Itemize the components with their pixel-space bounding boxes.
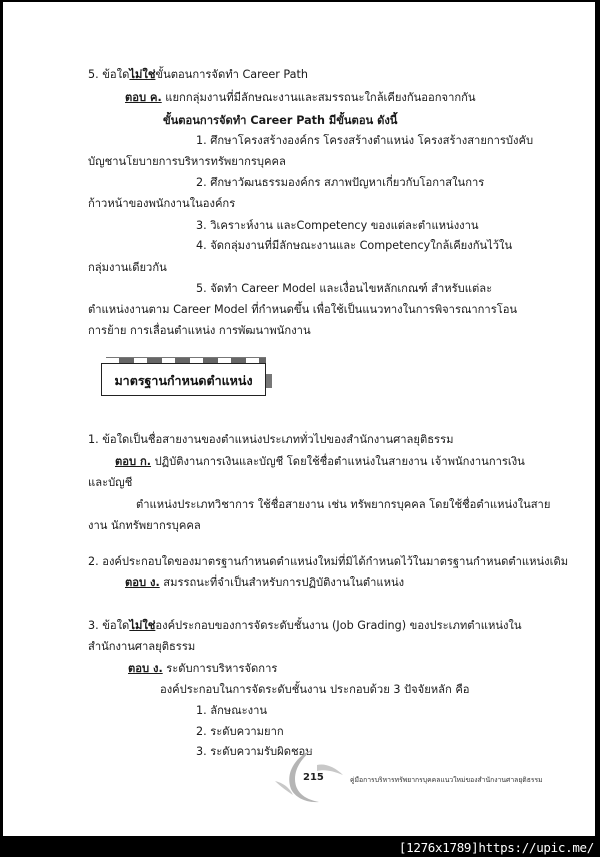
factor-3: 3. ระดับความรับผิดชอบ (196, 745, 313, 758)
section-title: มาตรฐานกำหนดตำแหน่ง (114, 373, 253, 388)
step-1: 1. ศึกษาโครงสร้างองค์กร โครงสร้างตำแหน่ง โครงสร้างสายการบังคับ (196, 134, 534, 147)
question-suffix: องค์ประกอบของการจัดระดับชั้นงาน (Job Grading) ของประเภทตำแหน่งใน (155, 619, 522, 632)
answer-label: ตอบ ง. (128, 662, 163, 675)
question-number: 5. (88, 68, 99, 81)
step-2: 2. ศึกษาวัฒนธรรมองค์กร สภาพปัญหาเกี่ยวกับโอกาสในการ (196, 176, 485, 189)
answer-text: สมรรถนะที่จำเป็นสำหรับการปฏิบัติงานในตำแหน่ง (159, 576, 405, 589)
step-3: 3. วิเคราะห์งาน และCompetency ของแต่ละตำแหน่งงาน (196, 219, 479, 232)
page-number: 215 (303, 772, 324, 783)
question-2: 2. องค์ประกอบใดของมาตรฐานกำหนดตำแหน่งใหม่ที่มิได้กำหนดไว้ในมาตรฐานกำหนดตำแหน่งเดิม (88, 555, 569, 568)
factor-2: 2. ระดับความยาก (196, 725, 284, 738)
question-3 (88, 618, 522, 634)
document-page (3, 2, 595, 836)
steps-heading: ขั้นตอนการจัดทำ Career Path มีขั้นตอน ดังนี้ (163, 114, 398, 127)
book-title: คู่มือการบริหารทรัพยากรบุคคลแนวใหม่ของสำนักงานศาลยุติธรรม (350, 776, 543, 784)
career-path-answer (125, 90, 476, 106)
image-watermark: [1276x1789]https://upic.me/ (398, 840, 594, 855)
header-side-tab (266, 374, 272, 388)
answer-label: ตอบ ง. (125, 576, 160, 589)
question-suffix: ขั้นตอนการจัดทำ Career Path (155, 68, 308, 81)
question-1-note-cont: งาน นักทรัพยากรบุคคล (88, 519, 201, 532)
question-3-explain: องค์ประกอบในการจัดระดับชั้นงาน ประกอบด้วย 3 ปัจจัยหลัก คือ (160, 683, 470, 696)
step-4-cont: กลุ่มงานเดียวกัน (88, 261, 167, 274)
question-emphasis: ไม่ใช่ (129, 68, 156, 81)
step-5: 5. จัดทำ Career Model และเงื่อนไขหลักเกณฑ์ สำหรับแต่ละ (196, 282, 493, 295)
factor-1: 1. ลักษณะงาน (196, 704, 268, 717)
step-1-cont: บัญชานโยบายการบริหารทรัพยากรบุคคล (88, 155, 286, 168)
question-3-answer (128, 661, 277, 677)
question-prefix: 3. ข้อใด (88, 619, 130, 632)
question-emphasis: ไม่ใช่ (129, 619, 156, 632)
answer-text: ปฏิบัติงานการเงินและบัญชี โดยใช้ชื่อตำแหน่งในสายงาน เจ้าพนักงานการเงิน (151, 455, 525, 468)
answer-text: ระดับการบริหารจัดการ (162, 662, 278, 675)
answer-label: ตอบ ค. (125, 91, 162, 104)
question-1: 1. ข้อใดเป็นชื่อสายงานของตำแหน่งประเภททั่วไปของสำนักงานศาลยุติธรรม (88, 433, 454, 446)
question-1-answer (115, 454, 525, 470)
step-4: 4. จัดกลุ่มงานที่มีลักษณะงานและ Competencyใกล้เคียงกันไว้ใน (196, 239, 513, 252)
career-path-question (88, 67, 308, 83)
question-1-note: ตำแหน่งประเภทวิชาการ ใช้ชื่อสายงาน เช่น ทรัพยากรบุคคล โดยใช้ชื่อตำแหน่งในสาย (136, 498, 551, 511)
question-prefix: ข้อใด (102, 68, 130, 81)
question-1-answer-cont: และบัญชี (88, 476, 133, 489)
step-5-cont2: การย้าย การเลื่อนตำแหน่ง การพัฒนาพนักงาน (88, 324, 311, 337)
step-5-cont: ตำแหน่งงานตาม Career Model ที่กำหนดขึ้น เพื่อใช้เป็นแนวทางในการพิจารณาการโอน (88, 303, 518, 316)
answer-text: แยกกลุ่มงานที่มีลักษณะงานและสมรรถนะใกล้เคียงกันออกจากกัน (161, 91, 476, 104)
answer-label: ตอบ ก. (115, 455, 152, 468)
step-2-cont: ก้าวหน้าของพนักงานในองค์กร (88, 197, 236, 210)
question-2-answer (125, 575, 404, 591)
section-header-box (101, 363, 266, 396)
question-3-cont: สำนักงานศาลยุติธรรม (88, 640, 196, 653)
